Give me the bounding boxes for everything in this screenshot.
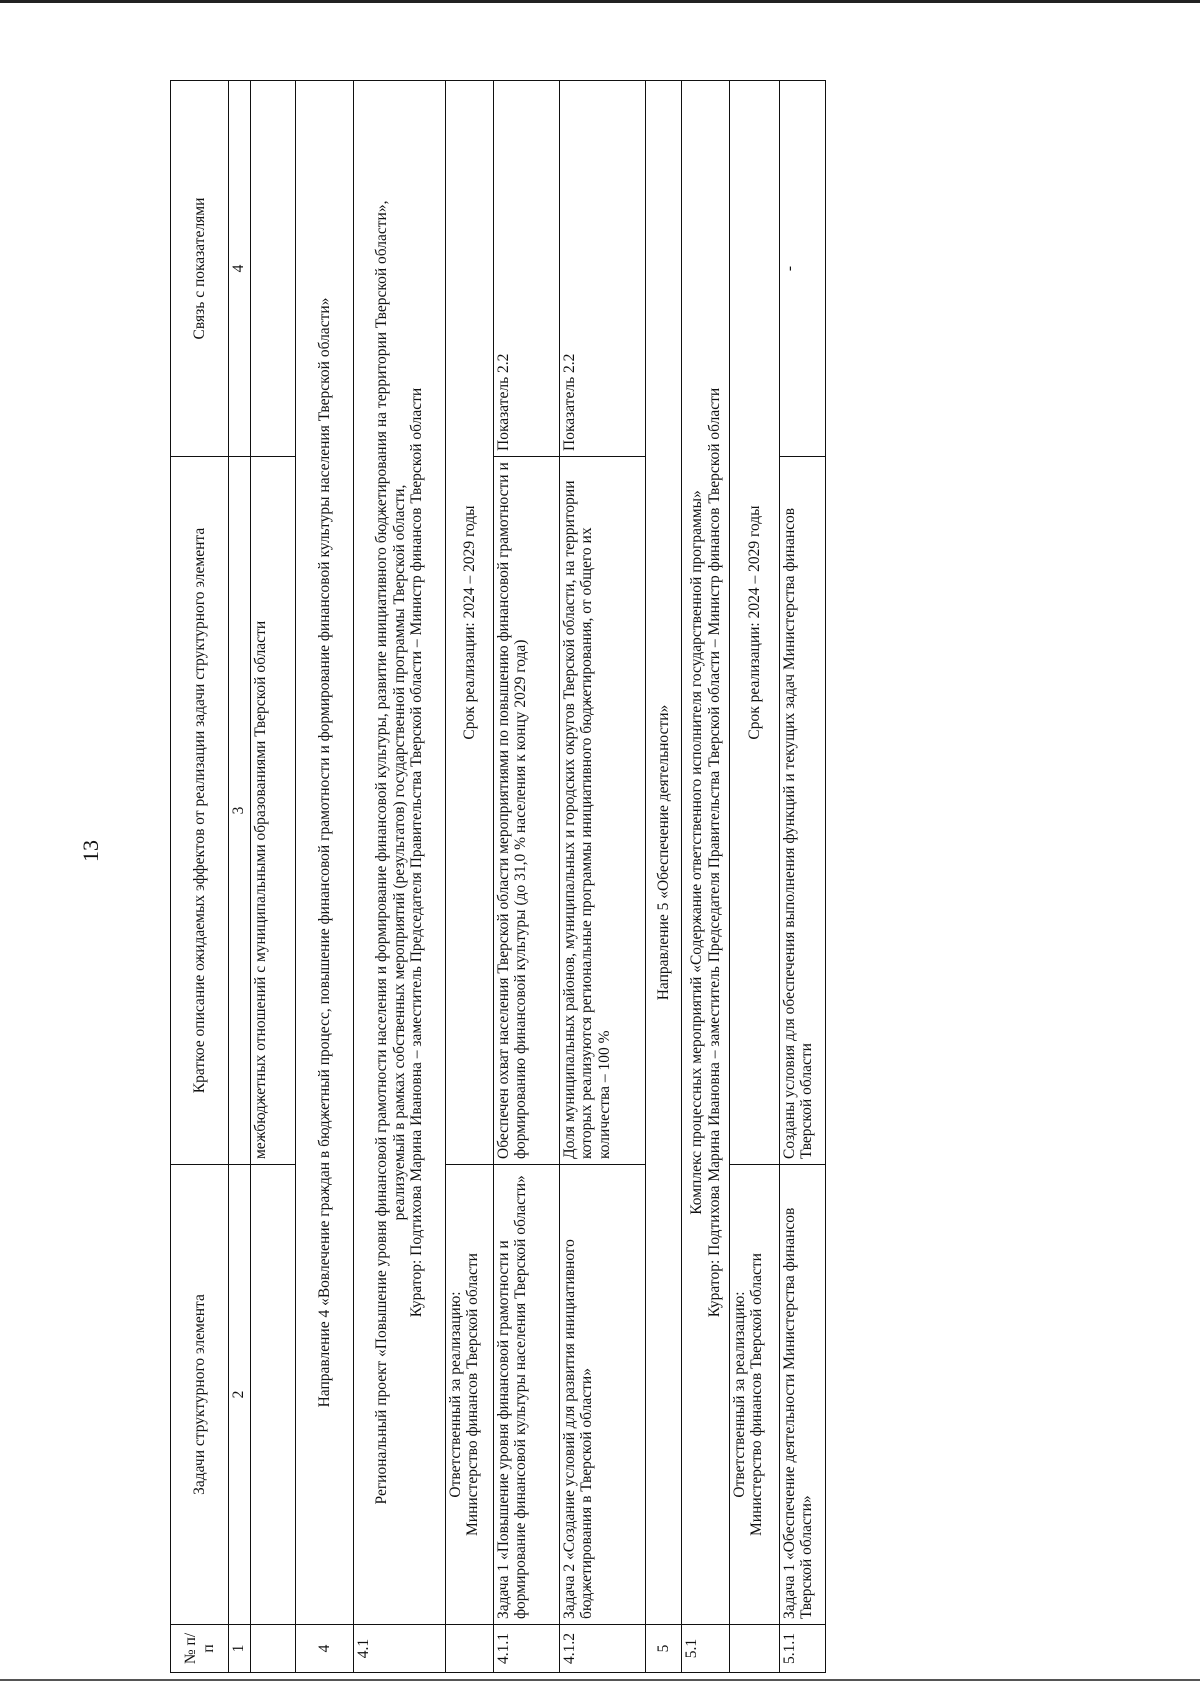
structural-elements-table bbox=[170, 80, 826, 1673]
direction-5-row bbox=[646, 81, 682, 1673]
responsible-5-1-label: Ответственный за реализацию: bbox=[731, 1291, 748, 1498]
task-4-1-2-link: Показатель 2.2 bbox=[560, 81, 646, 457]
complex-5-1-title: Комплекс процессных мероприятий «Содержание ответственного исполнителя государственной программы» bbox=[688, 490, 706, 1215]
task-5-1-1-num: 5.1.1 bbox=[780, 1625, 826, 1673]
scan-edge-bottom bbox=[0, 1679, 1200, 1681]
scan-edge-top bbox=[0, 0, 1200, 3]
direction-4-title: Направление 4 «Вовлечение граждан в бюджетный процесс, повышение финансовой грамотности и формирование финансовой культуры населения Тверской области» bbox=[296, 81, 354, 1625]
responsible-4-1-row bbox=[446, 81, 494, 1673]
complex-5-1-num: 5.1 bbox=[682, 1625, 730, 1673]
column-numbers-row bbox=[229, 81, 251, 1673]
direction-4-row bbox=[296, 81, 354, 1673]
task-4-1-2-num: 4.1.2 bbox=[560, 1625, 646, 1673]
task-4-1-1-row bbox=[494, 81, 560, 1673]
complex-5-1-row bbox=[682, 81, 730, 1673]
header-tasks: Задачи структурного элемента bbox=[171, 1165, 229, 1625]
task-4-1-1-num: 4.1.1 bbox=[494, 1625, 560, 1673]
rotated-table-container bbox=[170, 81, 826, 1673]
task-4-1-2-row bbox=[560, 81, 646, 1673]
task-5-1-1-effect: Созданы условия для обеспечения выполнения функций и текущих задач Министерства финансов Тверской области bbox=[780, 457, 826, 1165]
direction-5-title: Направление 5 «Обеспечение деятельности» bbox=[646, 81, 682, 1625]
term-4-1: Срок реализации: 2024 – 2029 годы bbox=[446, 81, 494, 1165]
task-4-1-2-text: Задача 2 «Создание условий для развития инициативного бюджетирования в Тверской области» bbox=[560, 1165, 646, 1625]
col-number-3: 3 bbox=[229, 457, 251, 1165]
task-4-1-1-text: Задача 1 «Повышение уровня финансовой грамотности и формирование финансовой культуры населения Тверской области» bbox=[494, 1165, 560, 1625]
responsible-5-1-row bbox=[730, 81, 780, 1673]
header-row bbox=[171, 81, 229, 1673]
header-effects: Краткое описание ожидаемых эффектов от реализации задачи структурного элемента bbox=[171, 457, 229, 1165]
col-number-4: 4 bbox=[229, 81, 251, 457]
col-number-1: 1 bbox=[229, 1625, 251, 1673]
task-4-1-2-effect: Доля муниципальных районов, муниципальных и городских округов Тверской области, на территории которых реализуются региональные программы инициативного бюджетирования, от общего их количества – 100 % bbox=[560, 457, 646, 1165]
header-num: № п/п bbox=[171, 1625, 229, 1673]
responsible-4-1-org: Министерство финансов Тверской области bbox=[464, 1253, 482, 1536]
responsible-4-1-label: Ответственный за реализацию: bbox=[447, 1291, 464, 1498]
col-number-2: 2 bbox=[229, 1165, 251, 1625]
task-4-1-1-link: Показатель 2.2 bbox=[494, 81, 560, 457]
project-4-1-row bbox=[354, 81, 446, 1673]
continuation-row bbox=[251, 81, 296, 1673]
project-4-1-curator: Куратор: Подтихова Марина Ивановна – заместитель Председателя Правительства Тверской области – Министр финансов Тверской области bbox=[408, 387, 426, 1318]
project-4-1-title: Региональный проект «Повышение уровня финансовой грамотности населения и формирование финансовой культуры, развитие инициативного бюджетирования на территории Тверской области», bbox=[373, 200, 391, 1505]
page-number: 13 bbox=[78, 840, 103, 862]
task-5-1-1-link: - bbox=[780, 81, 826, 457]
project-4-1-scope: реализуемый в рамках собственных мероприятий (результатов) государственной программы Тверской области, bbox=[390, 484, 408, 1221]
direction-5-num: 5 bbox=[646, 1625, 682, 1673]
header-link: Связь с показателями bbox=[171, 81, 229, 457]
responsible-5-1-org: Министерство финансов Тверской области bbox=[748, 1253, 766, 1536]
task-5-1-1-text: Задача 1 «Обеспечение деятельности Министерства финансов Тверской области» bbox=[780, 1165, 826, 1625]
continuation-effect: межбюджетных отношений с муниципальными образованиями Тверской области bbox=[251, 457, 296, 1165]
direction-4-num: 4 bbox=[296, 1625, 354, 1673]
term-5-1: Срок реализации: 2024 – 2029 годы bbox=[730, 81, 780, 1165]
project-4-1-num: 4.1 bbox=[354, 1625, 446, 1673]
task-5-1-1-row bbox=[780, 81, 826, 1673]
task-4-1-1-effect: Обеспечен охват населения Тверской области мероприятиями по повышению финансовой грамотности и формированию финансовой культуры (до 31,0 % населения к концу 2029 года) bbox=[494, 457, 560, 1165]
complex-5-1-curator: Куратор: Подтихова Марина Ивановна – заместитель Председателя Правительства Тверской области – Министр финансов Тверской области bbox=[705, 387, 723, 1318]
